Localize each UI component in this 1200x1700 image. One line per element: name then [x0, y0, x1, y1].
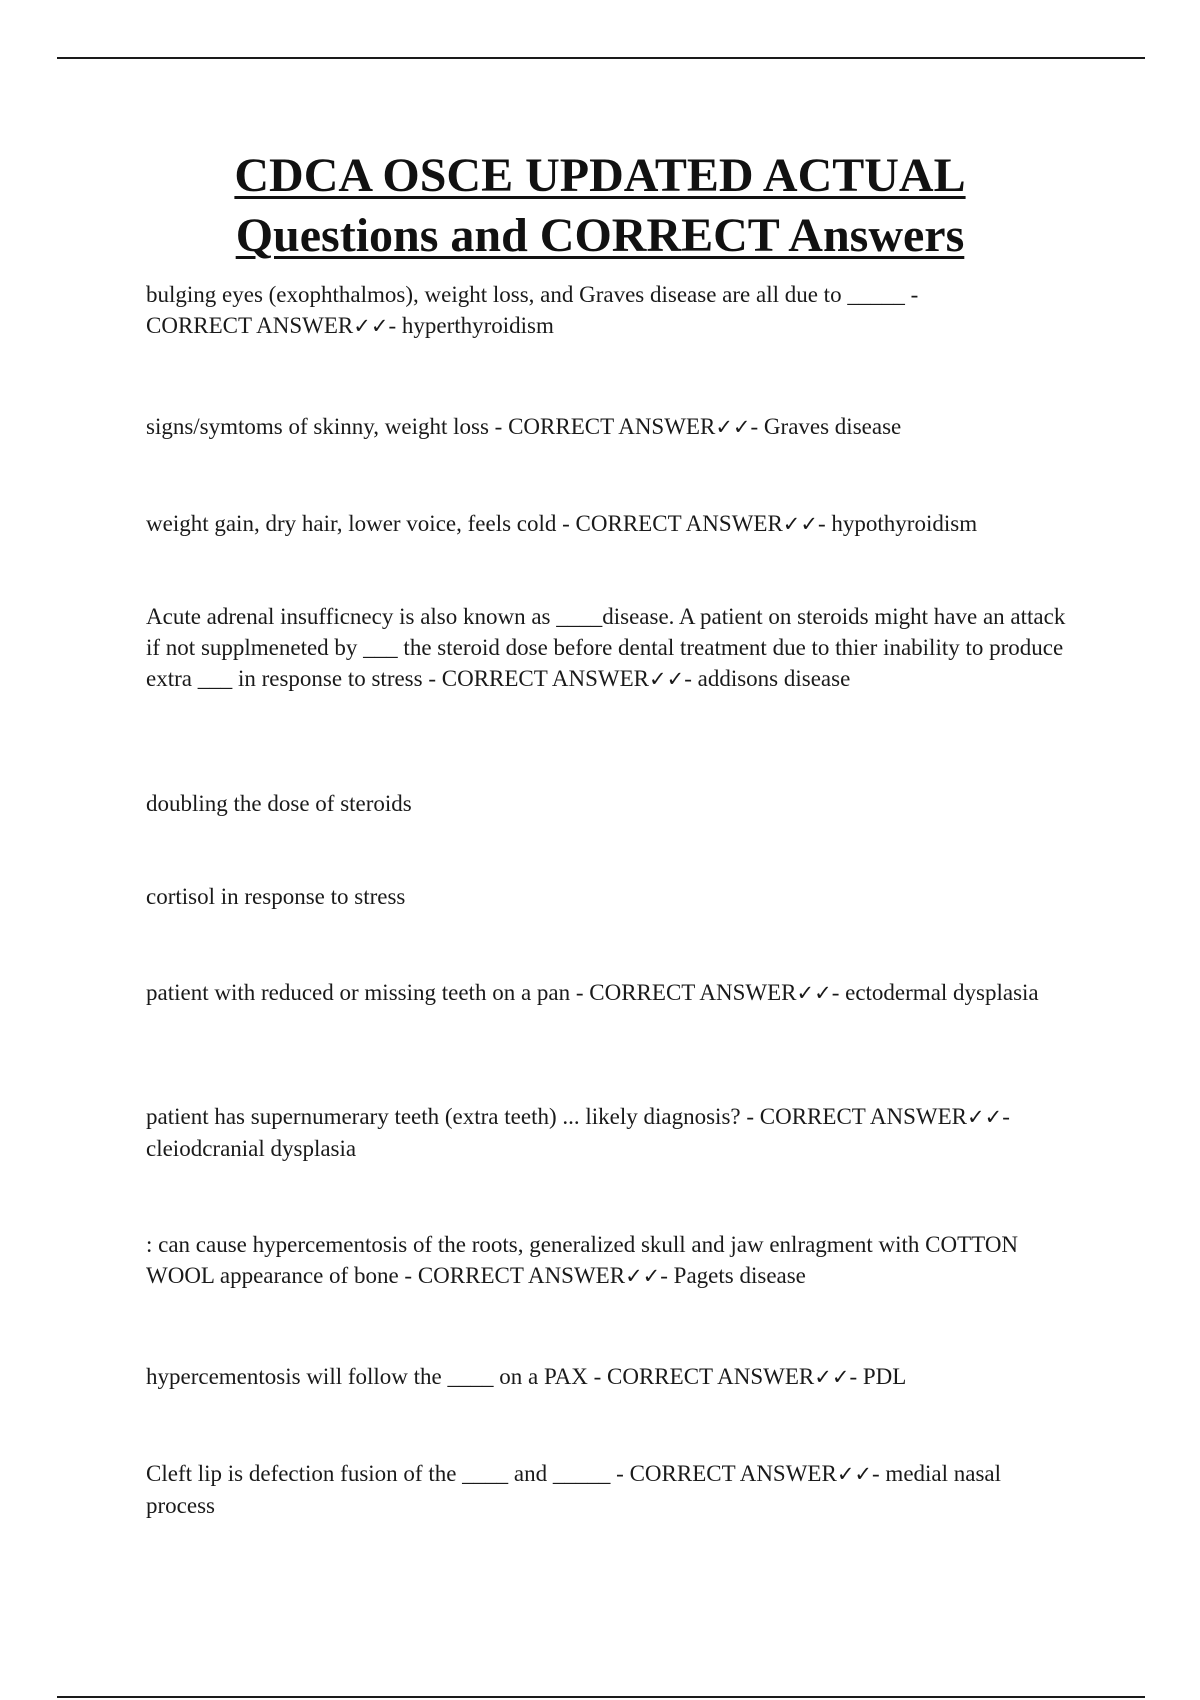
qa-item: hypercementosis will follow the ____ on a PAX - CORRECT ANSWER✓✓- PDL — [146, 1364, 907, 1389]
qa-item: : can cause hypercementosis of the roots, generalized skull and jaw enlragment with COTTON WOOL appearance of bone - CORRECT ANSWER✓✓- Pagets disease — [146, 1232, 1019, 1288]
check-marks-icon: ✓✓ — [967, 1105, 1003, 1129]
qa-text-line: cortisol in response to stress — [146, 884, 406, 909]
check-marks-icon: ✓✓ — [715, 415, 751, 439]
footer-rule — [57, 1696, 1145, 1698]
check-marks-icon: ✓✓ — [625, 1264, 661, 1288]
check-marks-icon: ✓✓ — [353, 314, 389, 338]
qa-text-line: doubling the dose of steroids — [146, 791, 412, 816]
check-marks-icon: ✓✓ — [782, 512, 818, 536]
qa-item: bulging eyes (exophthalmos), weight loss, and Graves disease are all due to _____ - CORRECT ANSWER✓✓- hyperthyroidism — [146, 282, 919, 338]
qa-item: weight gain, dry hair, lower voice, feels cold - CORRECT ANSWER✓✓- hypothyroidism — [146, 511, 978, 536]
qa-item: patient with reduced or missing teeth on a pan - CORRECT ANSWER✓✓- ectodermal dysplasia — [146, 980, 1039, 1005]
qa-item: signs/symtoms of skinny, weight loss - CORRECT ANSWER✓✓- Graves disease — [146, 414, 902, 439]
title-line-1: CDCA OSCE UPDATED ACTUAL — [234, 149, 966, 202]
qa-item: patient has supernumerary teeth (extra teeth) ... likely diagnosis? - CORRECT ANSWER✓✓- cleiodcranial dysplasia — [146, 1104, 1010, 1161]
check-marks-icon: ✓✓ — [649, 667, 685, 691]
qa-item: Acute adrenal insufficnecy is also known as ____disease. A patient on steroids might have an attack if not supplmeneted by ___ the steroid dose before dental treatment due to thier inability to produce extra ___ in response to stress - CORRECT ANSWER✓✓- addisons disease — [146, 604, 1066, 691]
check-marks-icon: ✓✓ — [814, 1365, 850, 1389]
title-line-2: Questions and CORRECT Answers — [235, 209, 965, 262]
check-marks-icon: ✓✓ — [836, 1462, 873, 1486]
check-marks-icon: ✓✓ — [796, 981, 832, 1005]
header-rule — [57, 57, 1145, 59]
document-title — [0, 146, 1200, 266]
qa-item: Cleft lip is defection fusion of the ____ and _____ - CORRECT ANSWER✓✓- medial nasal process — [146, 1461, 1002, 1518]
